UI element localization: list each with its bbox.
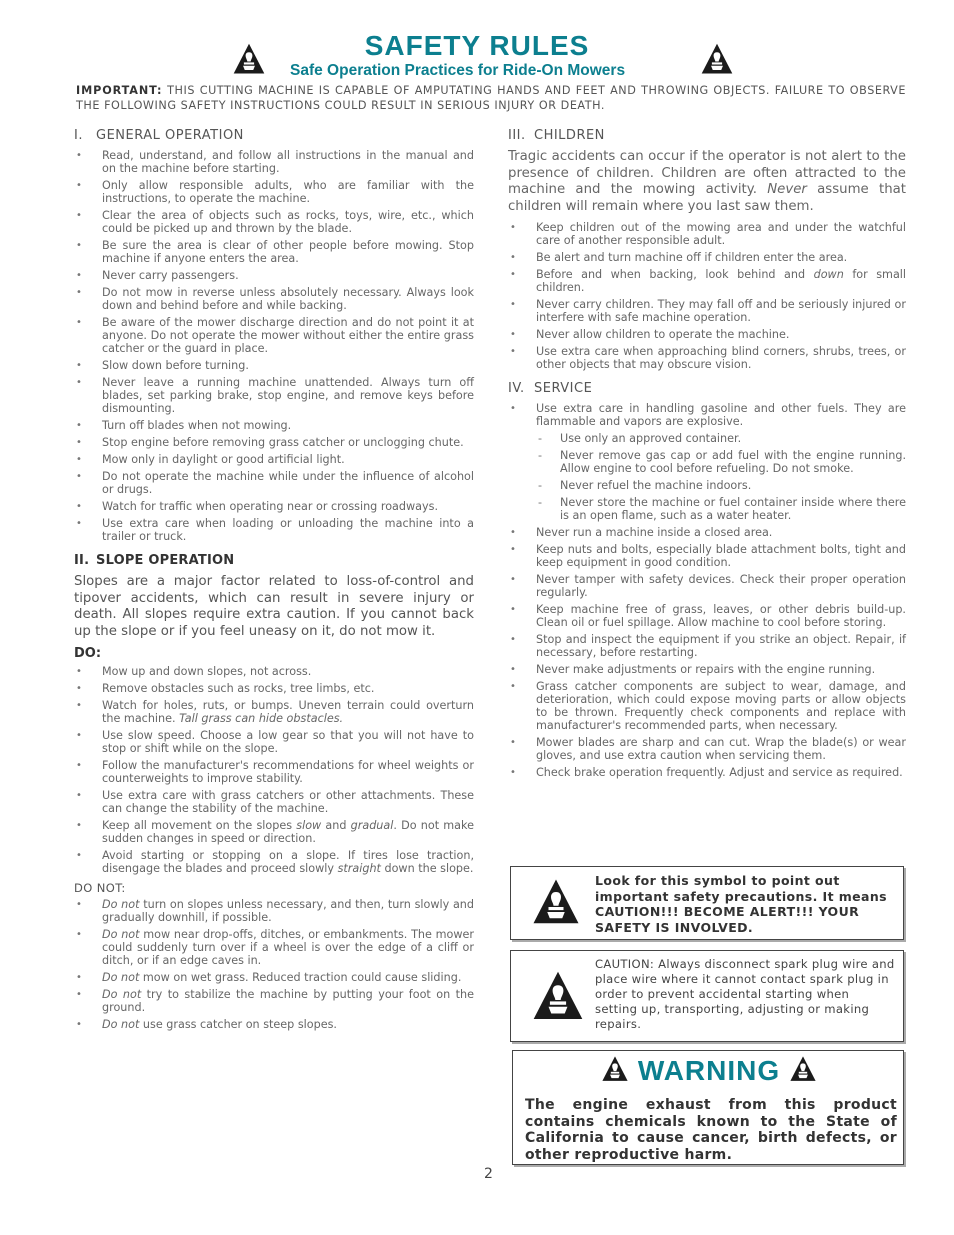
page-title: SAFETY RULES bbox=[364, 30, 590, 61]
service-list-fuel bbox=[508, 402, 906, 428]
item-text: try to stabilize the machine by putting your foot on the ground. bbox=[102, 988, 474, 1014]
item-text: Keep all movement on the slopes bbox=[102, 819, 297, 832]
section-number: IV. bbox=[508, 381, 525, 396]
list-item: • Keep machine free of grass, leaves, or other debris build-up. Clean oil or fuel spillage. Allow machine to cool before storing. bbox=[508, 603, 906, 629]
list-item: • Mower blades are sharp and can cut. Wrap the blade(s) or wear gloves, and use extra caution when servicing them. bbox=[508, 736, 906, 762]
list-item bbox=[74, 819, 474, 845]
list-item: • Stop and inspect the equipment if you strike an object. Repair, if necessary, before restarting. bbox=[508, 633, 906, 659]
list-item: • Keep nuts and bolts, especially blade attachment bolts, tight and keep equipment in good condition. bbox=[508, 543, 906, 569]
list-item: • Keep children out of the mowing area and under the watchful care of another responsible adult. bbox=[508, 221, 906, 247]
warning-triangle-icon bbox=[531, 877, 581, 931]
list-item: • Be alert and turn machine off if children enter the area. bbox=[508, 251, 906, 264]
list-item: • Be aware of the mower discharge direction and do not point it at anyone. Do not operate the mower without either the entire grass catcher or the guard in place. bbox=[74, 316, 474, 355]
list-item bbox=[74, 1018, 474, 1031]
section-title: SLOPE OPERATION bbox=[96, 553, 235, 568]
important-notice bbox=[76, 84, 906, 113]
page-subtitle: Safe Operation Practices for Ride-On Mowers bbox=[290, 62, 626, 79]
list-item: • Use extra care with grass catchers or other attachments. These can change the stability of the machine. bbox=[74, 789, 474, 815]
sub-list-item: - Never remove gas cap or add fuel with the engine running. Allow engine to cool before refueling. Do not smoke. bbox=[536, 449, 906, 475]
item-emphasis: Do not bbox=[102, 928, 140, 941]
safety-symbol-text: Look for this symbol to point out important safety precautions. It means CAUTION!!! BECOME ALERT!!! YOUR SAFETY IS INVOLVED. bbox=[595, 873, 887, 935]
item-emphasis: Do not bbox=[102, 1018, 140, 1031]
section-title: CHILDREN bbox=[534, 128, 605, 143]
list-item: • Clear the area of objects such as rocks, toys, wire, etc., which could be picked up and thrown by the blade. bbox=[74, 209, 474, 235]
left-column bbox=[74, 128, 474, 1035]
intro-text: assume that children will remain where you last saw them. bbox=[508, 182, 906, 214]
sub-list-item: - Never refuel the machine indoors. bbox=[536, 479, 906, 492]
page-number: 2 bbox=[484, 1166, 493, 1182]
service-list bbox=[508, 526, 906, 779]
item-text: Before and when backing, look behind and bbox=[536, 268, 814, 281]
intro-text: Tragic accidents can occur if the operator is not alert to the presence of children. Children are often attracted to the machine and the mowing activity. bbox=[508, 149, 906, 197]
item-emphasis: slow bbox=[296, 819, 322, 832]
sub-list-item: - Never store the machine or fuel container inside where there is an open flame, such as a water heater. bbox=[536, 496, 906, 522]
warning-triangle-icon bbox=[531, 969, 585, 1027]
section-number: III. bbox=[508, 128, 526, 143]
item-text: use grass catcher on steep slopes. bbox=[139, 1018, 337, 1031]
list-item: • Use slow speed. Choose a low gear so that you will not have to stop or shift while on the slope. bbox=[74, 729, 474, 755]
section-slope-heading bbox=[74, 553, 474, 568]
list-item bbox=[74, 988, 474, 1014]
item-text: mow on wet grass. Reduced traction could cause sliding. bbox=[139, 971, 462, 984]
do-not-list bbox=[74, 898, 474, 1031]
children-list bbox=[508, 221, 906, 371]
section-service-heading bbox=[508, 381, 906, 396]
list-item bbox=[74, 971, 474, 984]
list-item: • Never allow children to operate the machine. bbox=[508, 328, 906, 341]
warning-heading bbox=[513, 1055, 905, 1090]
list-item bbox=[74, 898, 474, 924]
warning-text: The engine exhaust from this product contains chemicals known to the State of California to cause cancer, birth defects, or other reproductive harm. bbox=[525, 1097, 897, 1163]
list-item: • Watch for traffic when operating near or crossing roadways. bbox=[74, 500, 474, 513]
safety-symbol-box bbox=[510, 866, 904, 940]
children-intro bbox=[508, 149, 906, 215]
list-item: • Use extra care in handling gasoline and other fuels. They are flammable and vapors are explosive. bbox=[508, 402, 906, 428]
item-text: mow near drop-offs, ditches, or embankments. The mower could suddenly turn over if a wheel is over the edge of a cliff or ditch, or if an edge caves in. bbox=[102, 928, 474, 967]
item-emphasis: Tall grass can hide obstacles. bbox=[179, 712, 344, 725]
item-emphasis: Do not bbox=[102, 971, 140, 984]
list-item: • Never run a machine inside a closed area. bbox=[508, 526, 906, 539]
section-children-heading bbox=[508, 128, 906, 143]
important-label: IMPORTANT: bbox=[76, 84, 163, 97]
list-item: • Never carry passengers. bbox=[74, 269, 474, 282]
item-emphasis: down bbox=[813, 268, 844, 281]
item-emphasis: Do not bbox=[102, 898, 140, 911]
caution-box bbox=[510, 950, 904, 1042]
item-text: turn on slopes unless necessary, and then, turn slowly and gradually downhill, if possible. bbox=[102, 898, 474, 924]
list-item: • Remove obstacles such as rocks, tree limbs, etc. bbox=[74, 682, 474, 695]
list-item: • Do not operate the machine while under the influence of alcohol or drugs. bbox=[74, 470, 474, 496]
section-number: I. bbox=[74, 128, 83, 143]
section-title: GENERAL OPERATION bbox=[96, 128, 244, 143]
intro-emphasis: Never bbox=[767, 182, 807, 197]
warning-triangle-icon bbox=[789, 1055, 817, 1090]
section-title: SERVICE bbox=[534, 381, 593, 396]
item-emphasis: straight bbox=[337, 862, 381, 875]
slope-intro: Slopes are a major factor related to loss-of-control and tipover accidents, which can result in severe injury or death. All slopes require extra caution. If you cannot back up the slope or if you feel uneasy on it, do not mow it. bbox=[74, 574, 474, 639]
item-text: and bbox=[321, 819, 351, 832]
fuel-sublist bbox=[536, 432, 906, 522]
section-general-heading bbox=[74, 128, 474, 143]
do-not-label: DO NOT: bbox=[74, 881, 126, 895]
list-item: • Mow up and down slopes, not across. bbox=[74, 665, 474, 678]
list-item: • Stop engine before removing grass catcher or unclogging chute. bbox=[74, 436, 474, 449]
item-text: Avoid starting or stopping on a slope. If tires lose traction, disengage the blades and proceed slowly bbox=[102, 849, 474, 875]
list-item bbox=[74, 699, 474, 725]
list-item: • Be sure the area is clear of other people before mowing. Stop machine if anyone enters the area. bbox=[74, 239, 474, 265]
list-item: • Turn off blades when not mowing. bbox=[74, 419, 474, 432]
do-list bbox=[74, 665, 474, 875]
right-column bbox=[508, 128, 906, 783]
general-list bbox=[74, 149, 474, 543]
list-item: • Use extra care when approaching blind corners, shrubs, trees, or other objects that may obscure vision. bbox=[508, 345, 906, 371]
caution-text: CAUTION: Always disconnect spark plug wire and place wire where it cannot contact spark plug in order to prevent accidental starting when setting up, transporting, adjusting or making repairs. bbox=[595, 957, 895, 1031]
do-label: DO: bbox=[74, 646, 102, 661]
list-item: • Do not mow in reverse unless absolutely necessary. Always look down and behind before and while backing. bbox=[74, 286, 474, 312]
item-text: down the slope. bbox=[380, 862, 474, 875]
item-text: Watch for holes, ruts, or bumps. Uneven terrain could overturn the machine. bbox=[102, 699, 474, 725]
item-emphasis: Do not bbox=[102, 988, 142, 1001]
list-item: • Never tamper with safety devices. Check their proper operation regularly. bbox=[508, 573, 906, 599]
warning-triangle-icon bbox=[700, 42, 734, 80]
important-text: THIS CUTTING MACHINE IS CAPABLE OF AMPUTATING HANDS AND FEET AND THROWING OBJECTS. FAILURE TO OBSERVE THE FOLLOWING SAFETY INSTRUCTIONS COULD RESULT IN SERIOUS INJURY OR DEATH. bbox=[76, 84, 906, 112]
list-item: • Never make adjustments or repairs with the engine running. bbox=[508, 663, 906, 676]
warning-triangle-icon bbox=[601, 1055, 629, 1090]
warning-title: WARNING bbox=[637, 1055, 781, 1086]
list-item: • Follow the manufacturer's recommendations for wheel weights or counterweights to improve stability. bbox=[74, 759, 474, 785]
list-item: • Never leave a running machine unattended. Always turn off blades, set parking brake, stop engine, and remove keys before dismounting. bbox=[74, 376, 474, 415]
warning-box bbox=[512, 1050, 904, 1165]
list-item: • Check brake operation frequently. Adjust and service as required. bbox=[508, 766, 906, 779]
list-item bbox=[74, 849, 474, 875]
list-item: • Slow down before turning. bbox=[74, 359, 474, 372]
list-item bbox=[508, 268, 906, 294]
sub-list-item: - Use only an approved container. bbox=[536, 432, 906, 445]
list-item bbox=[74, 928, 474, 967]
item-text: for small children. bbox=[536, 268, 907, 294]
section-number: II. bbox=[74, 553, 90, 568]
item-emphasis: gradual bbox=[350, 819, 394, 832]
list-item: • Read, understand, and follow all instructions in the manual and on the machine before starting. bbox=[74, 149, 474, 175]
item-text: . Do not make sudden changes in speed or direction. bbox=[102, 819, 474, 845]
list-item: • Use extra care when loading or unloading the machine into a trailer or truck. bbox=[74, 517, 474, 543]
list-item: • Grass catcher components are subject to wear, damage, and deterioration, which could expose moving parts or allow objects to be thrown. Frequently check components and replace with manufacturer's recommended parts, when necessary. bbox=[508, 680, 906, 732]
list-item: • Only allow responsible adults, who are familiar with the instructions, to operate the machine. bbox=[74, 179, 474, 205]
list-item: • Never carry children. They may fall off and be seriously injured or interfere with safe machine operation. bbox=[508, 298, 906, 324]
list-item: • Mow only in daylight or good artificial light. bbox=[74, 453, 474, 466]
